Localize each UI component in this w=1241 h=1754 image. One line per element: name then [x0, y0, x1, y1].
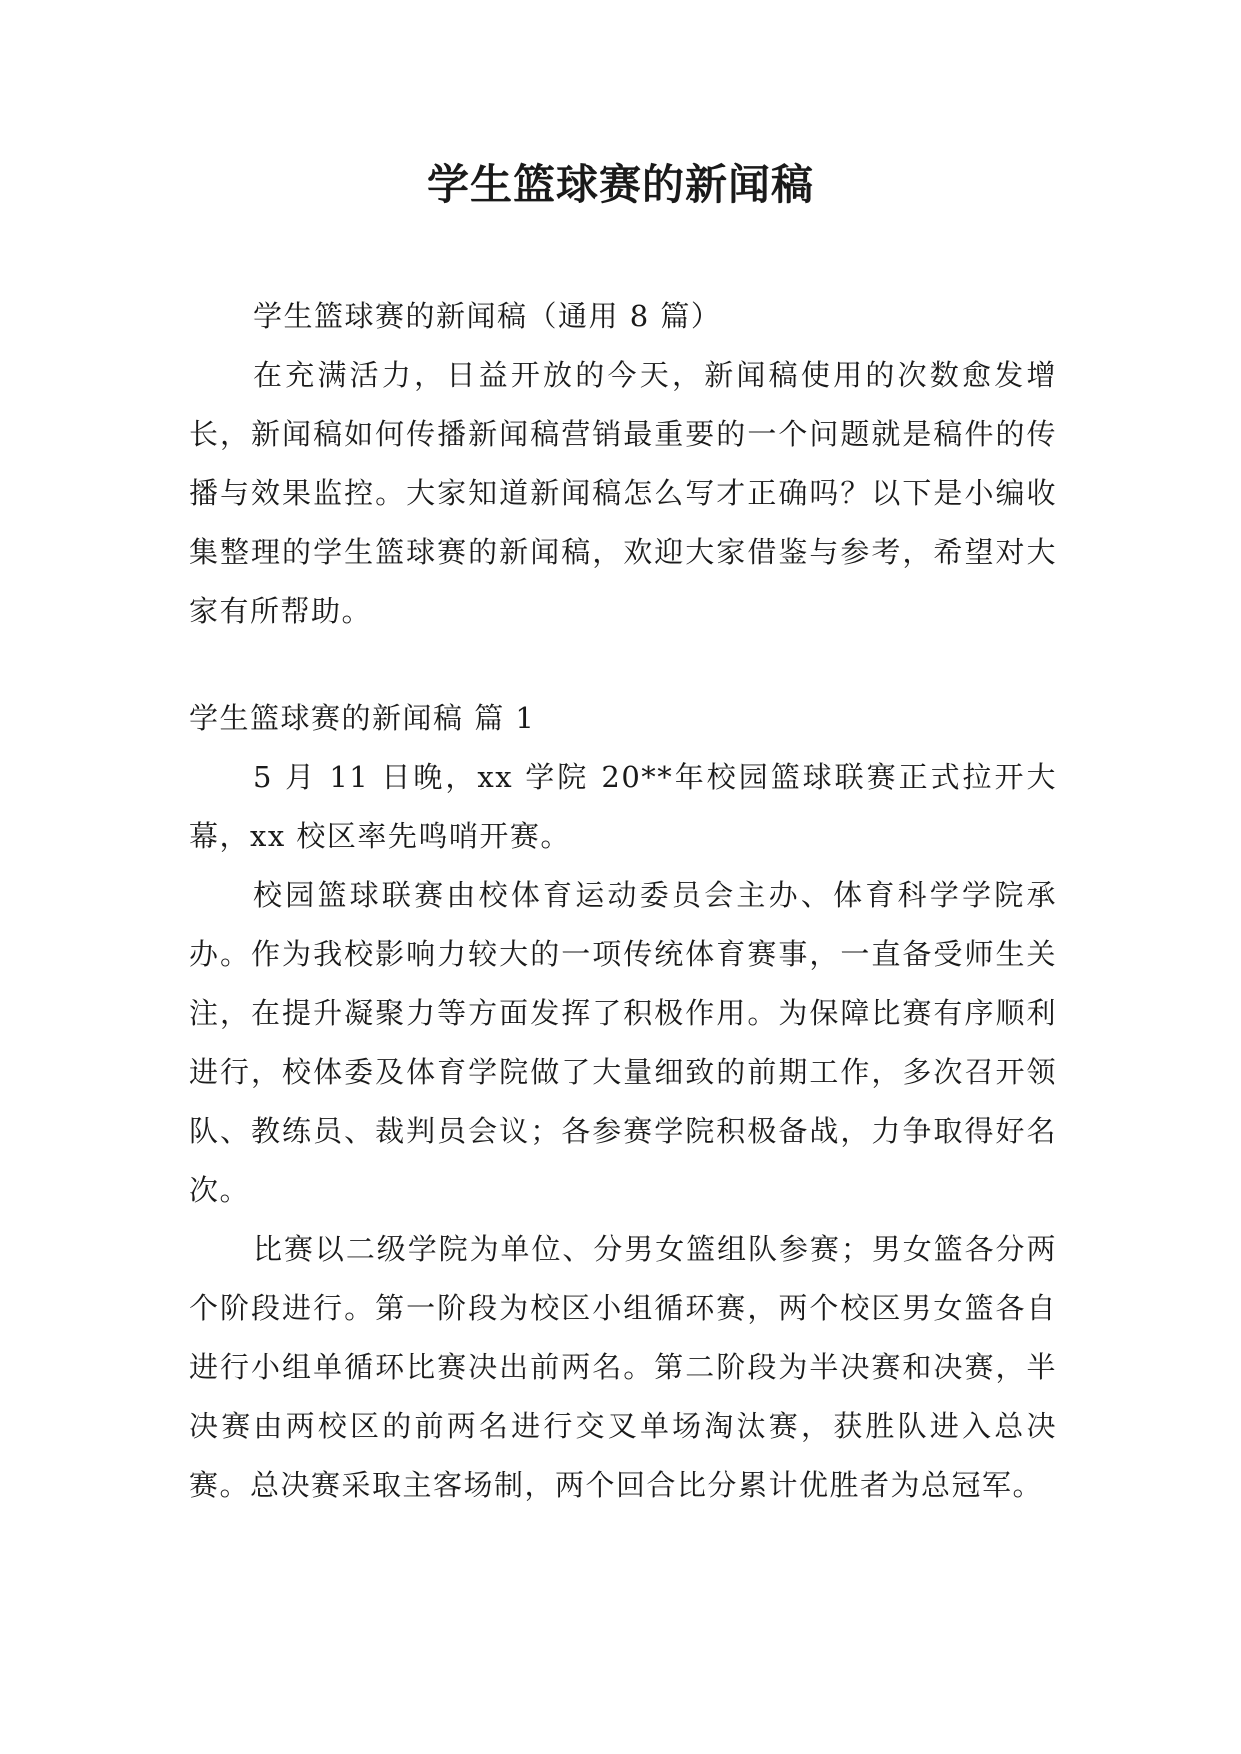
body-paragraph: 5 月 11 日晚，xx 学院 20**年校园篮球联赛正式拉开大幕，xx 校区率先鸣哨开赛。 [189, 760, 1057, 853]
body-paragraph: 比赛以二级学院为单位、分男女篮组队参赛；男女篮各分两个阶段进行。第一阶段为校区小组循环赛，两个校区男女篮各自进行小组单循环比赛决出前两名。第二阶段为半决赛和决赛，半决赛由两校区的前两名进行交叉单场淘汰赛，获胜队进入总决赛。总决赛采取主客场制，两个回合比分累计优胜者为总冠军。 [189, 1232, 1057, 1502]
section-heading: 学生篮球赛的新闻稿 篇 1 [189, 701, 536, 735]
document-title: 学生篮球赛的新闻稿 [426, 160, 814, 209]
section-gap [189, 641, 1057, 689]
body-paragraph: 校园篮球联赛由校体育运动委员会主办、体育科学学院承办。作为我校影响力较大的一项传统体育赛事，一直备受师生关注，在提升凝聚力等方面发挥了积极作用。为保障比赛有序顺利进行，校体委及体育学院做了大量细致的前期工作，多次召开领队、教练员、裁判员会议；各参赛学院积极备战，力争取得好名次。 [189, 878, 1057, 1207]
document-body [189, 287, 1057, 1515]
document-subtitle: 学生篮球赛的新闻稿（通用 8 篇） [253, 299, 722, 333]
intro-paragraph: 在充满活力，日益开放的今天，新闻稿使用的次数愈发增长，新闻稿如何传播新闻稿营销最重要的一个问题就是稿件的传播与效果监控。大家知道新闻稿怎么写才正确吗？以下是小编收集整理的学生篮球赛的新闻稿，欢迎大家借鉴与参考，希望对大家有所帮助。 [189, 358, 1057, 628]
